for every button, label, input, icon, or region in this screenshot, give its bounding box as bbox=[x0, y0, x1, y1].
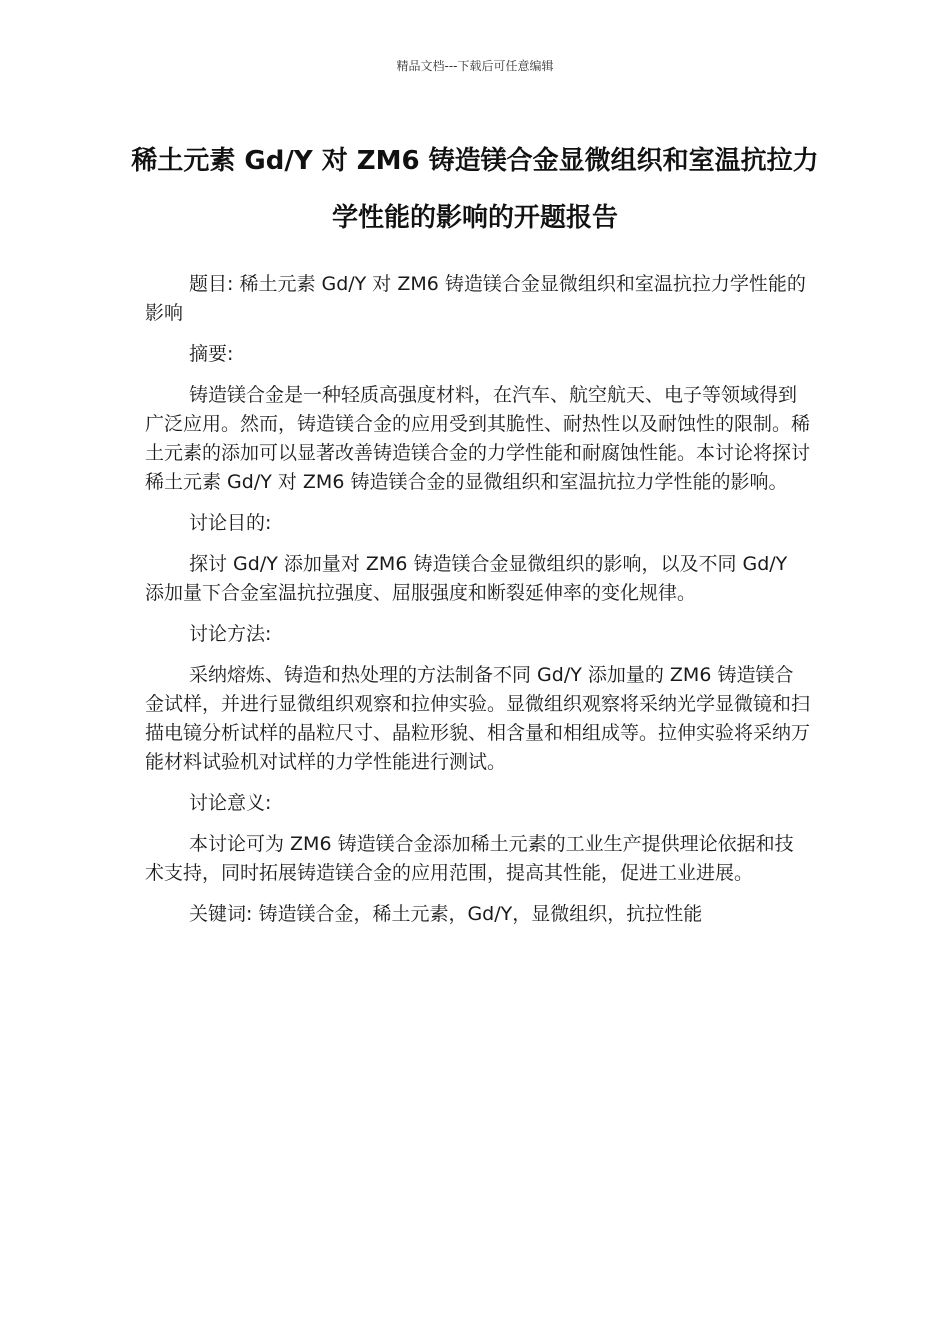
abstract-paragraph: 铸造镁合金是一种轻质高强度材料，在汽车、航空航天、电子等领域得到广泛应用。然而，铸造镁合金的应用受到其脆性、耐热性以及耐蚀性的限制。稀土元素的添加可以显著改善铸造镁合金的力学性能和耐腐蚀性能。本讨论将探讨稀土元素 Gd/Y 对 ZM6 铸造镁合金的显微组织和室温抗拉力学性能的影响。 bbox=[145, 384, 811, 493]
significance-label: 讨论意义: bbox=[189, 792, 272, 814]
document-title: 稀土元素 Gd/Y 对 ZM6 铸造镁合金显微组织和室温抗拉力学性能的影响的开题报告 bbox=[131, 146, 819, 233]
method-label: 讨论方法: bbox=[189, 623, 272, 645]
document-body bbox=[145, 270, 810, 941]
method-paragraph: 采纳熔炼、铸造和热处理的方法制备不同 Gd/Y 添加量的 ZM6 铸造镁合金试样，并进行显微组织观察和拉伸实验。显微组织观察将采纳光学显微镜和扫描电镜分析试样的晶粒尺寸、晶粒形貌、相含量和相组成等。拉伸实验将采纳万能材料试验机对试样的力学性能进行测试。 bbox=[145, 664, 811, 773]
purpose-label: 讨论目的: bbox=[189, 512, 272, 534]
header-note: 精品文档---下载后可任意编辑 bbox=[396, 59, 554, 73]
keywords-paragraph: 关键词: 铸造镁合金，稀土元素，Gd/Y，显微组织，抗拉性能 bbox=[189, 903, 703, 925]
abstract-label: 摘要: bbox=[189, 343, 234, 365]
topic-paragraph: 题目: 稀土元素 Gd/Y 对 ZM6 铸造镁合金显微组织和室温抗拉力学性能的影响 bbox=[145, 273, 806, 324]
significance-paragraph: 本讨论可为 ZM6 铸造镁合金添加稀土元素的工业生产提供理论依据和技术支持，同时拓展铸造镁合金的应用范围，提高其性能，促进工业进展。 bbox=[145, 833, 794, 884]
purpose-paragraph: 探讨 Gd/Y 添加量对 ZM6 铸造镁合金显微组织的影响，以及不同 Gd/Y 添加量下合金室温抗拉强度、屈服强度和断裂延伸率的变化规律。 bbox=[145, 553, 788, 604]
